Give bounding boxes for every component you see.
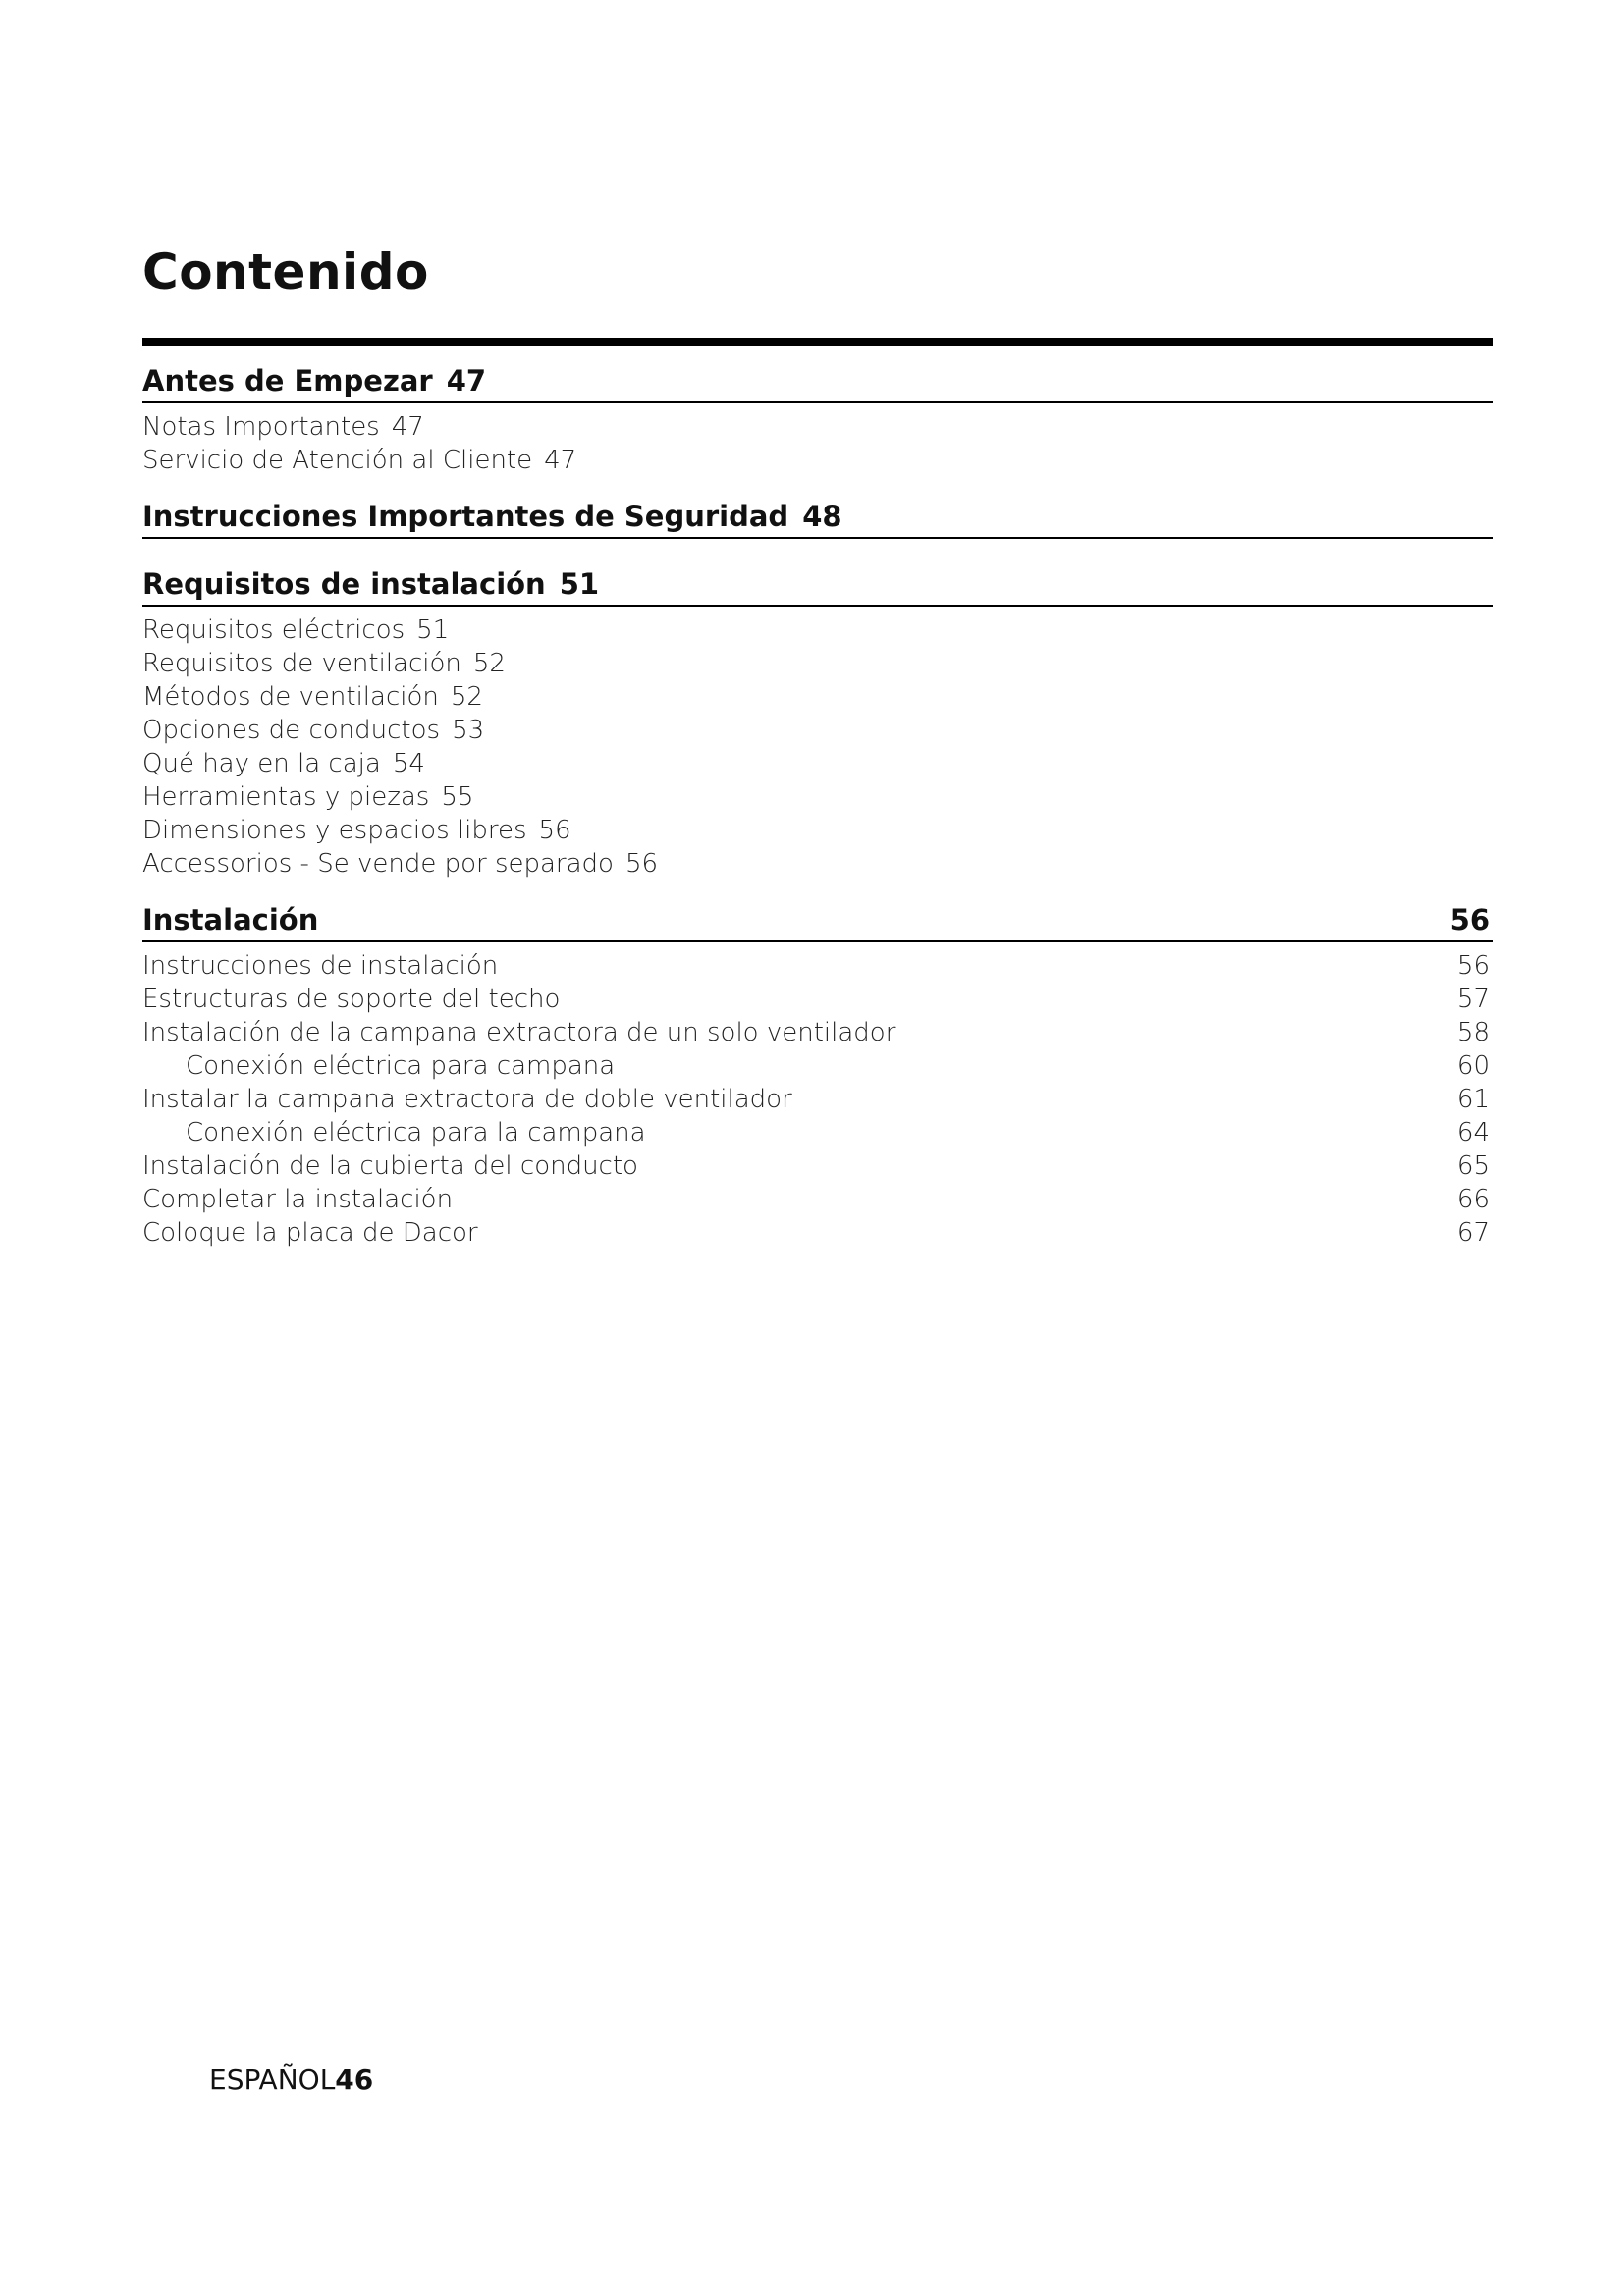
entry-label: Métodos de ventilación: [142, 682, 439, 712]
entry-page: 58: [1456, 1018, 1489, 1047]
toc-entry[interactable]: [142, 747, 1493, 780]
toc-section-instrucciones-seguridad: [142, 496, 1493, 539]
toc-entry[interactable]: [142, 1149, 1493, 1183]
toc-entry[interactable]: [142, 1216, 1493, 1250]
entry-page: 47: [391, 412, 424, 442]
entry-page: 67: [1456, 1218, 1489, 1248]
footer-page-number: 46: [335, 2063, 374, 2096]
entry-page: 65: [1456, 1151, 1489, 1181]
entry-label: Opciones de conductos: [142, 716, 441, 745]
entry-page: 53: [452, 716, 485, 745]
entry-label: Conexión eléctrica para la campana: [186, 1118, 646, 1148]
entry-page: 52: [472, 649, 506, 678]
section-page: 47: [446, 364, 487, 398]
page-footer: [209, 2063, 373, 2096]
entry-label: Instalación de la cubierta del conducto: [142, 1151, 638, 1181]
section-title: Antes de Empezar: [142, 364, 433, 398]
toc-entry[interactable]: [142, 780, 1493, 814]
entry-label: Dimensiones y espacios libres: [142, 816, 527, 845]
entry-label: Accessorios - Se vende por separado: [142, 849, 614, 879]
toc-entry[interactable]: [142, 647, 1493, 680]
toc-subentry[interactable]: [142, 1049, 1493, 1083]
entry-label: Instalación de la campana extractora de un solo ventilador: [142, 1018, 896, 1047]
entry-page: 56: [1456, 951, 1489, 981]
entry-page: 56: [538, 816, 571, 845]
toc-entry[interactable]: [142, 847, 1493, 881]
entry-label: Coloque la placa de Dacor: [142, 1218, 478, 1248]
entry-label: Requisitos de ventilación: [142, 649, 461, 678]
toc-subentry[interactable]: [142, 1116, 1493, 1149]
entry-page: 57: [1456, 985, 1489, 1014]
toc-entry[interactable]: [142, 1016, 1493, 1049]
toc-entry[interactable]: [142, 1083, 1493, 1116]
entry-label: Conexión eléctrica para campana: [186, 1051, 616, 1081]
section-heading[interactable]: [142, 496, 1493, 539]
entry-page: 52: [450, 682, 483, 712]
section-heading[interactable]: [142, 563, 1493, 607]
toc-entry[interactable]: [142, 410, 1493, 444]
section-page: 56: [1449, 903, 1489, 936]
toc-entry[interactable]: [142, 1183, 1493, 1216]
title-divider: [142, 338, 1493, 346]
entry-label: Notas Importantes: [142, 412, 380, 442]
toc-entry[interactable]: [142, 444, 1493, 477]
toc-entry[interactable]: [142, 714, 1493, 747]
toc-section-requisitos-instalacion: [142, 563, 1493, 881]
section-page: 51: [559, 567, 600, 601]
section-title: Instalación: [142, 903, 319, 936]
entry-label: Estructuras de soporte del techo: [142, 985, 561, 1014]
section-title: Requisitos de instalación: [142, 567, 546, 601]
entry-label: Qué hay en la caja: [142, 749, 381, 778]
entry-label: Herramientas y piezas: [142, 782, 430, 812]
section-page: 48: [802, 500, 842, 533]
toc-entry[interactable]: [142, 949, 1493, 983]
toc-entry[interactable]: [142, 614, 1493, 647]
toc-section-antes-de-empezar: [142, 360, 1493, 477]
footer-language: ESPAÑOL: [209, 2063, 336, 2096]
entry-label: Servicio de Atención al Cliente: [142, 446, 533, 475]
page-title: Contenido: [142, 243, 429, 300]
section-title: Instrucciones Importantes de Seguridad: [142, 500, 789, 533]
entry-page: 56: [624, 849, 659, 879]
entry-label: Instalar la campana extractora de doble ventilador: [142, 1085, 792, 1114]
section-heading[interactable]: [142, 899, 1493, 942]
toc-entry[interactable]: [142, 983, 1493, 1016]
entry-label: Requisitos eléctricos: [142, 615, 406, 645]
entry-page: 66: [1456, 1185, 1489, 1214]
section-heading[interactable]: [142, 360, 1493, 403]
entry-page: 55: [441, 782, 474, 812]
toc-entry[interactable]: [142, 814, 1493, 847]
entry-page: 51: [416, 615, 450, 645]
entry-label: Instrucciones de instalación: [142, 951, 499, 981]
toc-section-instalacion: [142, 899, 1493, 1250]
entry-page: 60: [1456, 1051, 1489, 1081]
entry-page: 61: [1456, 1085, 1489, 1114]
entry-page: 47: [544, 446, 577, 475]
entry-page: 54: [392, 749, 425, 778]
entry-page: 64: [1456, 1118, 1489, 1148]
entry-label: Completar la instalación: [142, 1185, 454, 1214]
toc-entry[interactable]: [142, 680, 1493, 714]
